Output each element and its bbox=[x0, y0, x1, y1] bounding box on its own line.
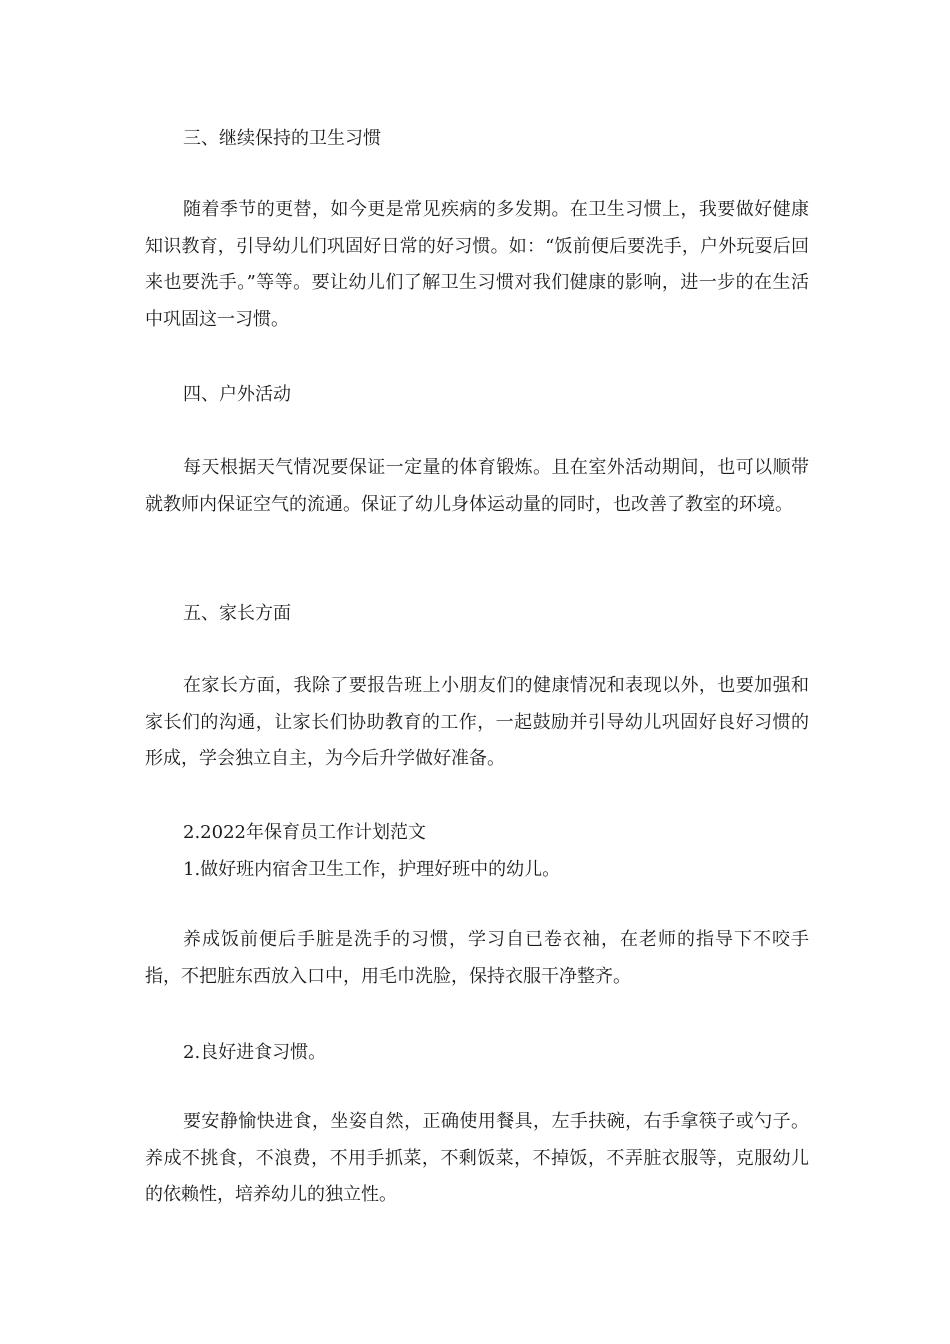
paragraph-outdoor-activities: 每天根据天气情况要保证一定量的体育锻炼。且在室外活动期间，也可以顺带就教师内保证空气的流通。保证了幼儿身体运动量的同时，也改善了教室的环境。 bbox=[145, 457, 809, 515]
section-heading-eating-habits: 2.良好进食习惯。 bbox=[183, 1042, 327, 1063]
paragraph-hygiene-habits: 随着季节的更替，如今更是常见疾病的多发期。在卫生习惯上，我要做好健康知识教育，引导幼儿们巩固好日常的好习惯。如：“饭前便后要洗手，户外玩耍后回来也要洗手。”等等。要让幼儿们了解卫生习惯对我们健康的影响，进一步的在生活中巩固这一习惯。 bbox=[145, 199, 809, 330]
paragraph-dormitory-hygiene: 养成饭前便后手脏是洗手的习惯，学习自已卷衣袖，在老师的指导下不咬手指，不把脏东西放入口中，用毛巾洗脸，保持衣服干净整齐。 bbox=[145, 929, 809, 987]
section-heading-hygiene-habits: 三、继续保持的卫生习惯 bbox=[183, 128, 381, 149]
section-heading-dormitory-hygiene: 1.做好班内宿舍卫生工作，护理好班中的幼儿。 bbox=[183, 859, 561, 880]
paragraph-eating-habits: 要安静愉快进食，坐姿自然，正确使用餐具，左手扶碗，右手拿筷子或勺子。养成不挑食，不浪费，不用手抓菜，不剩饭菜，不掉饭，不弄脏衣服等，克服幼儿的依赖性，培养幼儿的独立性。 bbox=[145, 1111, 809, 1205]
section-heading-parents: 五、家长方面 bbox=[183, 603, 291, 624]
document-title-2022-plan: 2.2022年保育员工作计划范文 bbox=[183, 822, 426, 843]
paragraph-parents: 在家长方面，我除了要报告班上小朋友们的健康情况和表现以外，也要加强和家长们的沟通，让家长们协助教育的工作，一起鼓励并引导幼儿巩固好良好习惯的形成，学会独立自主，为今后升学做好准备。 bbox=[145, 675, 809, 769]
section-heading-outdoor-activities: 四、户外活动 bbox=[183, 384, 291, 405]
